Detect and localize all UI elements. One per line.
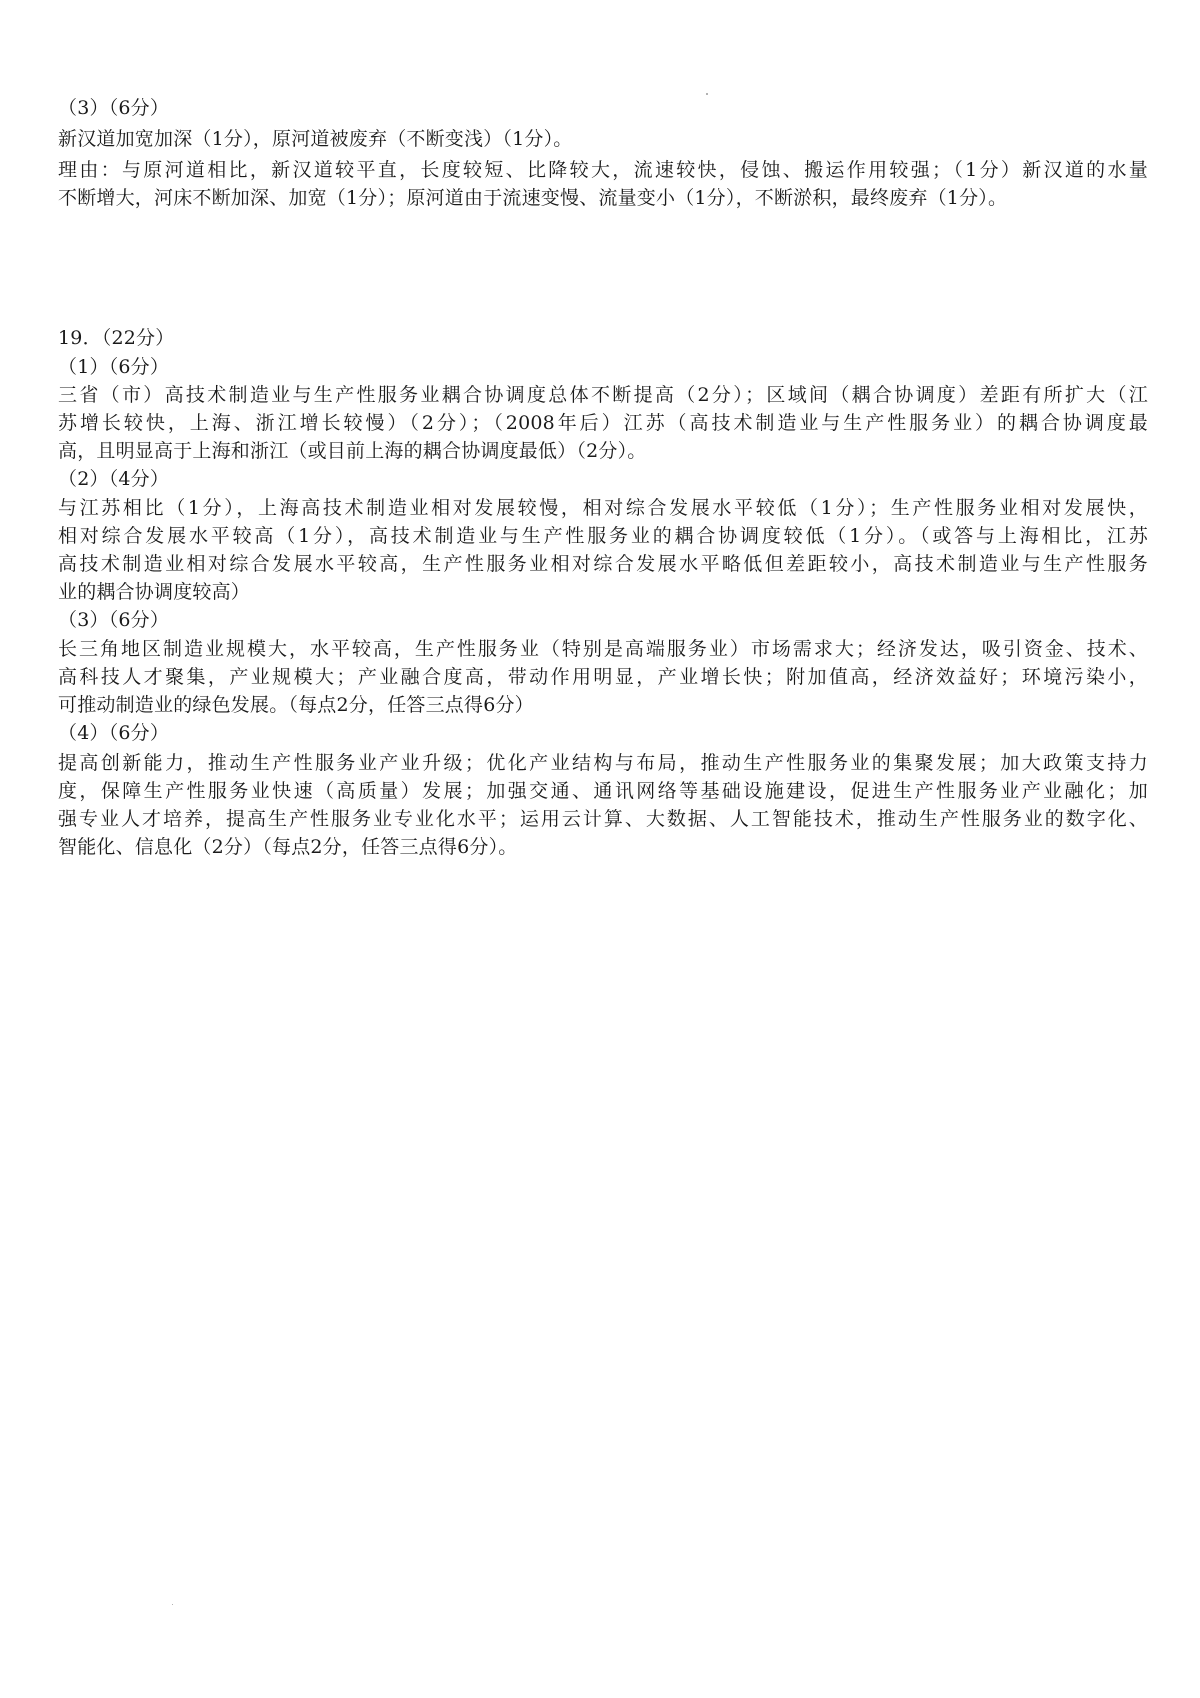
answer-line: 强专业人才培养，提高生产性服务业专业化水平；运用云计算、大数据、人工智能技术，推动生产性服务业的数字化、 <box>58 808 1148 830</box>
question-19-part2-body <box>58 494 1148 606</box>
question-19-part1-heading: （1）（6分） <box>58 356 170 378</box>
answer-line: 苏增长较快，上海、浙江增长较慢）（2分）；（2008年后）江苏（高技术制造业与生产性服务业）的耦合协调度最 <box>58 412 1148 434</box>
question-19-part2-heading: （2）（4分） <box>58 468 170 490</box>
answer-line: 高科技人才聚集，产业规模大；产业融合度高，带动作用明显，产业增长快；附加值高，经济效益好；环境污染小， <box>58 666 1148 688</box>
answer-line: 提高创新能力，推动生产性服务业产业升级；优化产业结构与布局，推动生产性服务业的集聚发展；加大政策支持力 <box>58 752 1148 774</box>
answer-line: 与江苏相比（1分），上海高技术制造业相对发展较慢，相对综合发展水平较低（1分）；生产性服务业相对发展快， <box>58 497 1148 519</box>
question-19-part3-body <box>58 635 1148 719</box>
answer-line: 业的耦合协调度较高） <box>58 581 251 603</box>
answer-line: 高技术制造业相对综合发展水平较高，生产性服务业相对综合发展水平略低但差距较小，高技术制造业与生产性服务 <box>58 553 1148 575</box>
question-19-part1-body <box>58 381 1148 465</box>
reason-line: 不断增大，河床不断加深、加宽（1分）；原河道由于流速变慢、流量变小（1分），不断淤积，最终废弃（1分）。 <box>58 187 1008 209</box>
answer-line: 长三角地区制造业规模大，水平较高，生产性服务业（特别是高端服务业）市场需求大；经济发达，吸引资金、技术、 <box>58 638 1148 660</box>
answer-line: 智能化、信息化（2分）（每点2分，任答三点得6分）。 <box>58 836 518 858</box>
question-19-part4-body <box>58 749 1148 861</box>
answer-line: 相对综合发展水平较高（1分），高技术制造业与生产性服务业的耦合协调度较低（1分）。（或答与上海相比，江苏 <box>58 525 1148 547</box>
section-18-3-heading: （3）（6分） <box>58 97 170 119</box>
answer-line: 可推动制造业的绿色发展。（每点2分，任答三点得6分） <box>58 694 534 716</box>
answer-line: 三省（市）高技术制造业与生产性服务业耦合协调度总体不断提高（2分）；区域间（耦合协调度）差距有所扩大（江 <box>58 384 1148 406</box>
question-19-part4-heading: （4）（6分） <box>58 722 170 744</box>
answer-line: 高，且明显高于上海和浙江（或目前上海的耦合协调度最低）（2分）。 <box>58 440 647 462</box>
section-18-3-reason <box>58 156 1148 212</box>
scan-speck <box>706 93 708 95</box>
question-19-part3-heading: （3）（6分） <box>58 609 170 631</box>
question-19-heading: 19．（22分） <box>58 327 175 349</box>
section-18-3-answer: 新汉道加宽加深（1分），原河道被废弃（不断变浅）（1分）。 <box>58 128 573 150</box>
answer-line: 度，保障生产性服务业快速（高质量）发展；加强交通、通讯网络等基础设施建设，促进生产性服务业产业融化；加 <box>58 780 1148 802</box>
scan-speck <box>172 1604 173 1605</box>
reason-line: 理由：与原河道相比，新汉道较平直，长度较短、比降较大，流速较快，侵蚀、搬运作用较强；（1分）新汉道的水量 <box>58 159 1148 181</box>
